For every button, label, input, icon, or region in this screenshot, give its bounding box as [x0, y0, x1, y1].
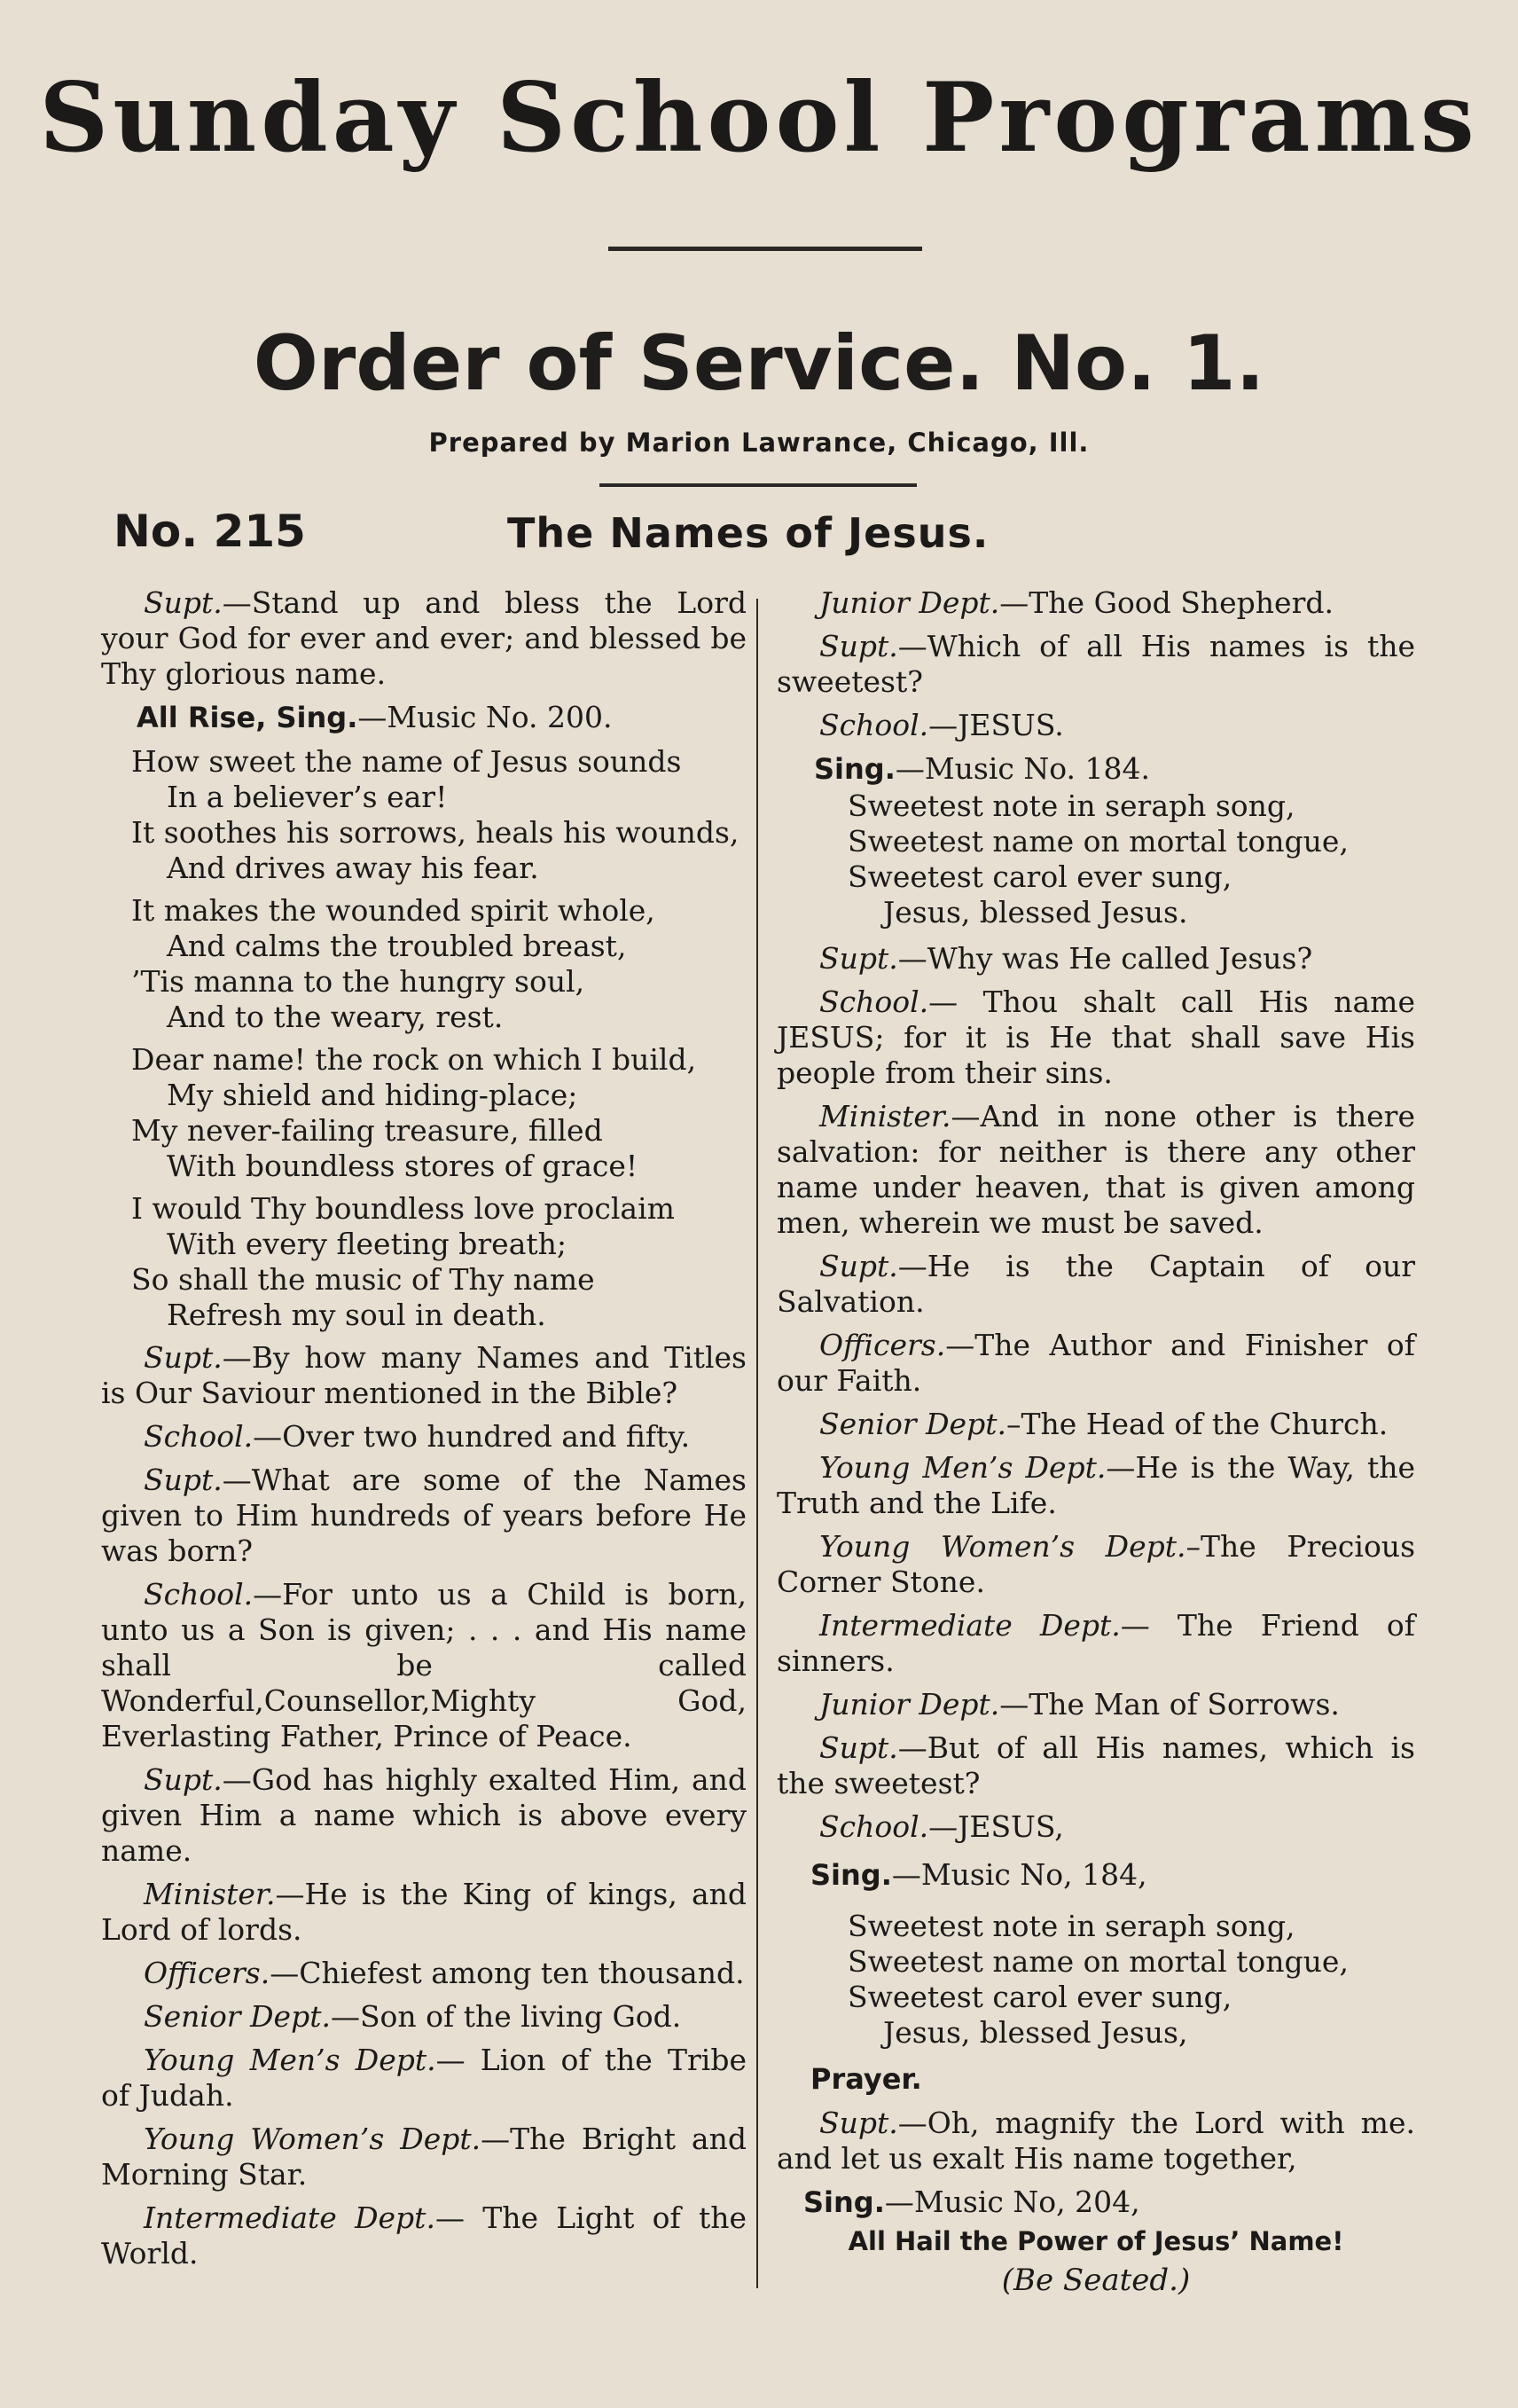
heading-divider: [599, 483, 917, 487]
right-column: [777, 585, 1415, 2298]
responsive-line: Supt.—Which of all His names is the sweetest?: [777, 629, 1415, 699]
author-credit: Prepared by Marion Lawrance, Chicago, Ill.: [428, 427, 1090, 458]
responsive-line: Supt.—But of all His names, which is the sweetest?: [777, 1730, 1415, 1800]
chorus-line: Sweetest name on mortal tongue,: [848, 1944, 1349, 1979]
hymn-line: And to the weary, rest.: [167, 1000, 504, 1034]
chorus-line: Sweetest name on mortal tongue,: [848, 824, 1349, 859]
title-divider: [608, 247, 922, 251]
hymn-stanza: [131, 1191, 747, 1333]
sing-instruction: Sing.—Music No, 184,: [810, 1857, 1147, 1892]
hymn-stanza: [131, 1042, 747, 1184]
sing-instruction: Sing.—Music No. 184.: [814, 751, 1150, 786]
hymn-line: And drives away his fear.: [167, 851, 539, 885]
responsive-line: Young Women’s Dept.—The Bright and Morning Star.: [101, 2122, 747, 2192]
hymn-line: ’Tis manna to the hungry soul,: [131, 964, 585, 999]
hymn-line: Dear name! the rock on which I build,: [131, 1042, 697, 1077]
hymn-line: With every fleeting breath;: [167, 1227, 567, 1261]
responsive-line: Junior Dept.—The Man of Sorrows.: [819, 1687, 1340, 1722]
responsive-line: Supt.—By how many Names and Titles is Our Saviour mentioned in the Bible?: [101, 1340, 747, 1410]
service-heading: Order of Service. No. 1.: [253, 319, 1265, 408]
responsive-line: Young Men’s Dept.— Lion of the Tribe of Judah.: [101, 2043, 747, 2113]
hymn-line: So shall the music of Thy name: [131, 1262, 595, 1297]
hymn-stanza: [131, 744, 747, 886]
responsive-line: Supt.—He is the Captain of our Salvation.: [777, 1249, 1415, 1319]
sing-instruction: All Rise, Sing.—Music No. 200.: [137, 700, 613, 734]
responsive-line: Officers.—Chiefest among ten thousand.: [144, 1956, 745, 1990]
responsive-line: Senior Dept.—Son of the living God.: [144, 1999, 682, 2034]
hymn-line: In a believer’s ear!: [167, 780, 448, 814]
responsive-line: School.—JESUS,: [819, 1809, 1064, 1844]
sing-instruction: Sing.—Music No, 204,: [803, 2184, 1140, 2219]
hymn-text: [101, 744, 747, 1333]
responsive-line: School.—Over two hundred and fifty.: [144, 1419, 691, 1454]
page-title: Sunday School Programs: [39, 62, 1479, 174]
responsive-line: Young Men’s Dept.—He is the Way, the Truth and the Life.: [777, 1450, 1415, 1520]
chorus-line: Sweetest carol ever sung,: [848, 859, 1232, 894]
chorus-line: Sweetest note in seraph song,: [848, 1909, 1295, 1943]
hymn-number: No. 215: [113, 506, 306, 557]
hymn-line: It makes the wounded spirit whole,: [131, 893, 655, 928]
chorus-line: Sweetest note in seraph song,: [848, 788, 1295, 823]
chorus-line: Sweetest carol ever sung,: [848, 1980, 1232, 2014]
chorus-line: Jesus, blessed Jesus,: [883, 2015, 1188, 2050]
hymn-line: I would Thy boundless love proclaim: [131, 1191, 675, 1226]
responsive-line: Supt.—Oh, magnify the Lord with me. and let us exalt His name together,: [777, 2106, 1415, 2176]
chorus-text: [848, 1909, 1415, 2051]
responsive-line: Young Women’s Dept.–The Precious Corner Stone.: [777, 1529, 1415, 1599]
responsive-line: Junior Dept.—The Good Shepherd.: [819, 585, 1334, 620]
program-topic: The Names of Jesus.: [507, 509, 990, 557]
hymn-line: How sweet the name of Jesus sounds: [131, 744, 682, 779]
column-divider: [756, 599, 758, 2288]
hymn-line: It soothes his sorrows, heals his wounds,: [131, 815, 739, 850]
responsive-line: Minister.—And in none other is there salvation: for neither is there any other name under heaven, that is given among men, wherein we must be saved.: [777, 1099, 1415, 1240]
responsive-line: Intermediate Dept.— The Light of the World.: [101, 2200, 747, 2271]
hymn-line: Refresh my soul in death.: [167, 1298, 546, 1332]
left-column: [101, 585, 747, 2279]
responsive-line: Intermediate Dept.— The Friend of sinners.: [777, 1608, 1416, 1678]
responsive-line: Supt.—God has highly exalted Him, and given Him a name which is above every name.: [101, 1762, 747, 1868]
hymn-line: And calms the troubled breast,: [167, 929, 627, 963]
responsive-line: School.—For unto us a Child is born, unto us a Son is given; . . . and His name shall be called Wonderful,Counsellor,Mighty God, Everlasting Father, Prince of Peace.: [101, 1577, 747, 1753]
hymn-line: My never-failing treasure, filled: [131, 1113, 603, 1148]
responsive-line: Supt.—What are some of the Names given to Him hundreds of years before He was born?: [101, 1463, 747, 1568]
closing-hymn-title: All Hail the Power of Jesus’ Name!: [848, 2226, 1344, 2256]
responsive-line: School.— Thou shalt call His name JESUS; for it is He that shall save His people from their sins.: [777, 984, 1415, 1090]
responsive-line: Officers.—The Author and Finisher of our Faith.: [777, 1328, 1415, 1398]
responsive-line: Supt.—Why was He called Jesus?: [819, 941, 1313, 976]
chorus-text: [848, 788, 1415, 930]
responsive-line: Minister.—He is the King of kings, and Lord of lords.: [101, 1877, 747, 1947]
prayer-heading: Prayer.: [810, 2062, 922, 2096]
hymn-stanza: [131, 893, 747, 1035]
chorus-line: Jesus, blessed Jesus.: [883, 895, 1188, 929]
responsive-line: Senior Dept.–The Head of the Church.: [819, 1407, 1389, 1441]
hymn-line: My shield and hiding-place;: [167, 1078, 578, 1112]
hymn-line: With boundless stores of grace!: [167, 1149, 638, 1183]
seating-instruction: (Be Seated.): [1001, 2263, 1191, 2298]
responsive-line: School.—JESUS.: [819, 708, 1064, 742]
responsive-line: Supt.—Stand up and bless the Lord your God for ever and ever; and blessed be Thy glorious name.: [101, 585, 747, 691]
